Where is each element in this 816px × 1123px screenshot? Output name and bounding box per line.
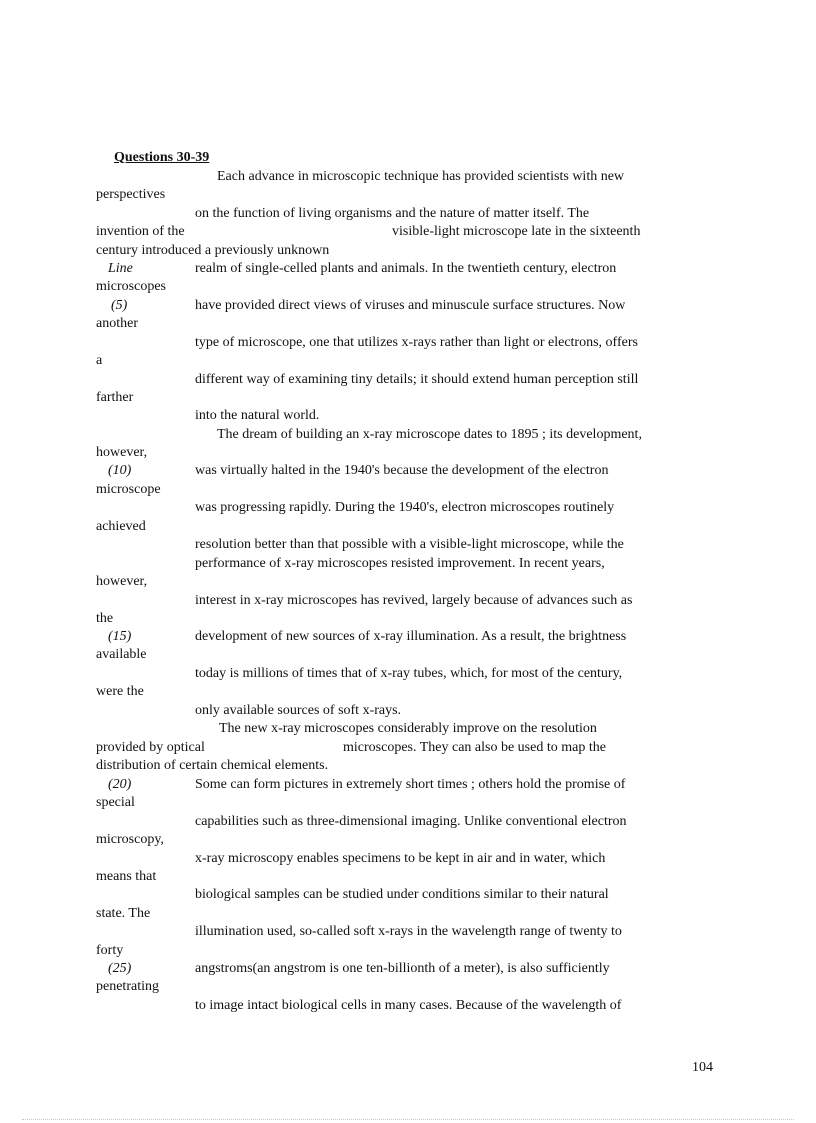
passage-line: development of new sources of x-ray illumination. As a result, the brightness — [195, 629, 627, 644]
passage-line: performance of x-ray microscopes resisted improvement. In recent years, — [195, 556, 605, 571]
passage-line: resolution better than that possible with a visible-light microscope, while the — [195, 537, 624, 552]
passage-line: forty — [96, 943, 124, 958]
line-marker-25: (25) — [108, 961, 132, 976]
line-marker: Line — [108, 261, 133, 276]
passage-line: today is millions of times that of x-ray tubes, which, for most of the century, — [195, 666, 623, 681]
passage-line: only available sources of soft x-rays. — [195, 703, 402, 718]
passage-line: achieved — [96, 519, 146, 534]
passage-line: on the function of living organisms and the nature of matter itself. The — [195, 206, 590, 221]
passage-line: available — [96, 647, 147, 662]
line-marker-5: (5) — [111, 298, 128, 313]
passage-line: have provided direct views of viruses and minuscule surface structures. Now — [195, 298, 626, 313]
passage-line: state. The — [96, 906, 151, 921]
passage-line: type of microscope, one that utilizes x-rays rather than light or electrons, offers — [195, 335, 638, 350]
passage-line: distribution of certain chemical elements. — [96, 758, 329, 773]
passage-line: interest in x-ray microscopes has revived, largely because of advances such as — [195, 593, 633, 608]
passage-line: visible-light microscope late in the sixteenth — [392, 224, 641, 239]
page-bottom-border — [22, 1119, 794, 1120]
passage-line: biological samples can be studied under conditions similar to their natural — [195, 887, 609, 902]
passage-line: invention of the — [96, 224, 185, 239]
passage-line: a — [96, 353, 103, 368]
passage-line: were the — [96, 684, 144, 699]
passage-line: The new x-ray microscopes considerably improve on the resolution — [219, 721, 597, 736]
passage-line: illumination used, so-called soft x-rays in the wavelength range of twenty to — [195, 924, 622, 939]
passage-line: microscopes. They can also be used to map the — [343, 740, 606, 755]
passage-line: Each advance in microscopic technique has provided scientists with new — [217, 169, 625, 184]
passage-line: the — [96, 611, 114, 626]
passage-line: Some can form pictures in extremely short times ; others hold the promise of — [195, 777, 626, 792]
section-heading: Questions 30-39 — [114, 150, 210, 165]
passage-line: however, — [96, 574, 148, 589]
passage-line: microscopes — [96, 279, 166, 294]
passage-line: farther — [96, 390, 134, 405]
page-number: 104 — [692, 1060, 713, 1075]
passage-line: to image intact biological cells in many cases. Because of the wavelength of — [195, 998, 622, 1013]
passage-line: perspectives — [96, 187, 166, 202]
passage-line: penetrating — [96, 979, 159, 994]
passage-line: microscopy, — [96, 832, 164, 847]
passage-line: x-ray microscopy enables specimens to be kept in air and in water, which — [195, 851, 606, 866]
passage-line: different way of examining tiny details; it should extend human perception still — [195, 372, 639, 387]
line-marker-10: (10) — [108, 463, 132, 478]
line-marker-15: (15) — [108, 629, 132, 644]
passage-line: century introduced a previously unknown — [96, 243, 330, 258]
passage-line: however, — [96, 445, 148, 460]
passage-line: realm of single-celled plants and animals. In the twentieth century, electron — [195, 261, 617, 276]
passage-line: capabilities such as three-dimensional imaging. Unlike conventional electron — [195, 814, 627, 829]
passage-line: provided by optical — [96, 740, 205, 755]
passage-line: special — [96, 795, 135, 810]
passage-line: another — [96, 316, 138, 331]
passage-line: was progressing rapidly. During the 1940's, electron microscopes routinely — [195, 500, 615, 515]
passage-line: The dream of building an x-ray microscope dates to 1895 ; its development, — [217, 427, 642, 442]
passage-line: angstroms(an angstrom is one ten-billionth of a meter), is also sufficiently — [195, 961, 610, 976]
passage-line: means that — [96, 869, 157, 884]
line-marker-20: (20) — [108, 777, 132, 792]
passage-line: into the natural world. — [195, 408, 320, 423]
passage-line: was virtually halted in the 1940's because the development of the electron — [195, 463, 609, 478]
passage-line: microscope — [96, 482, 161, 497]
